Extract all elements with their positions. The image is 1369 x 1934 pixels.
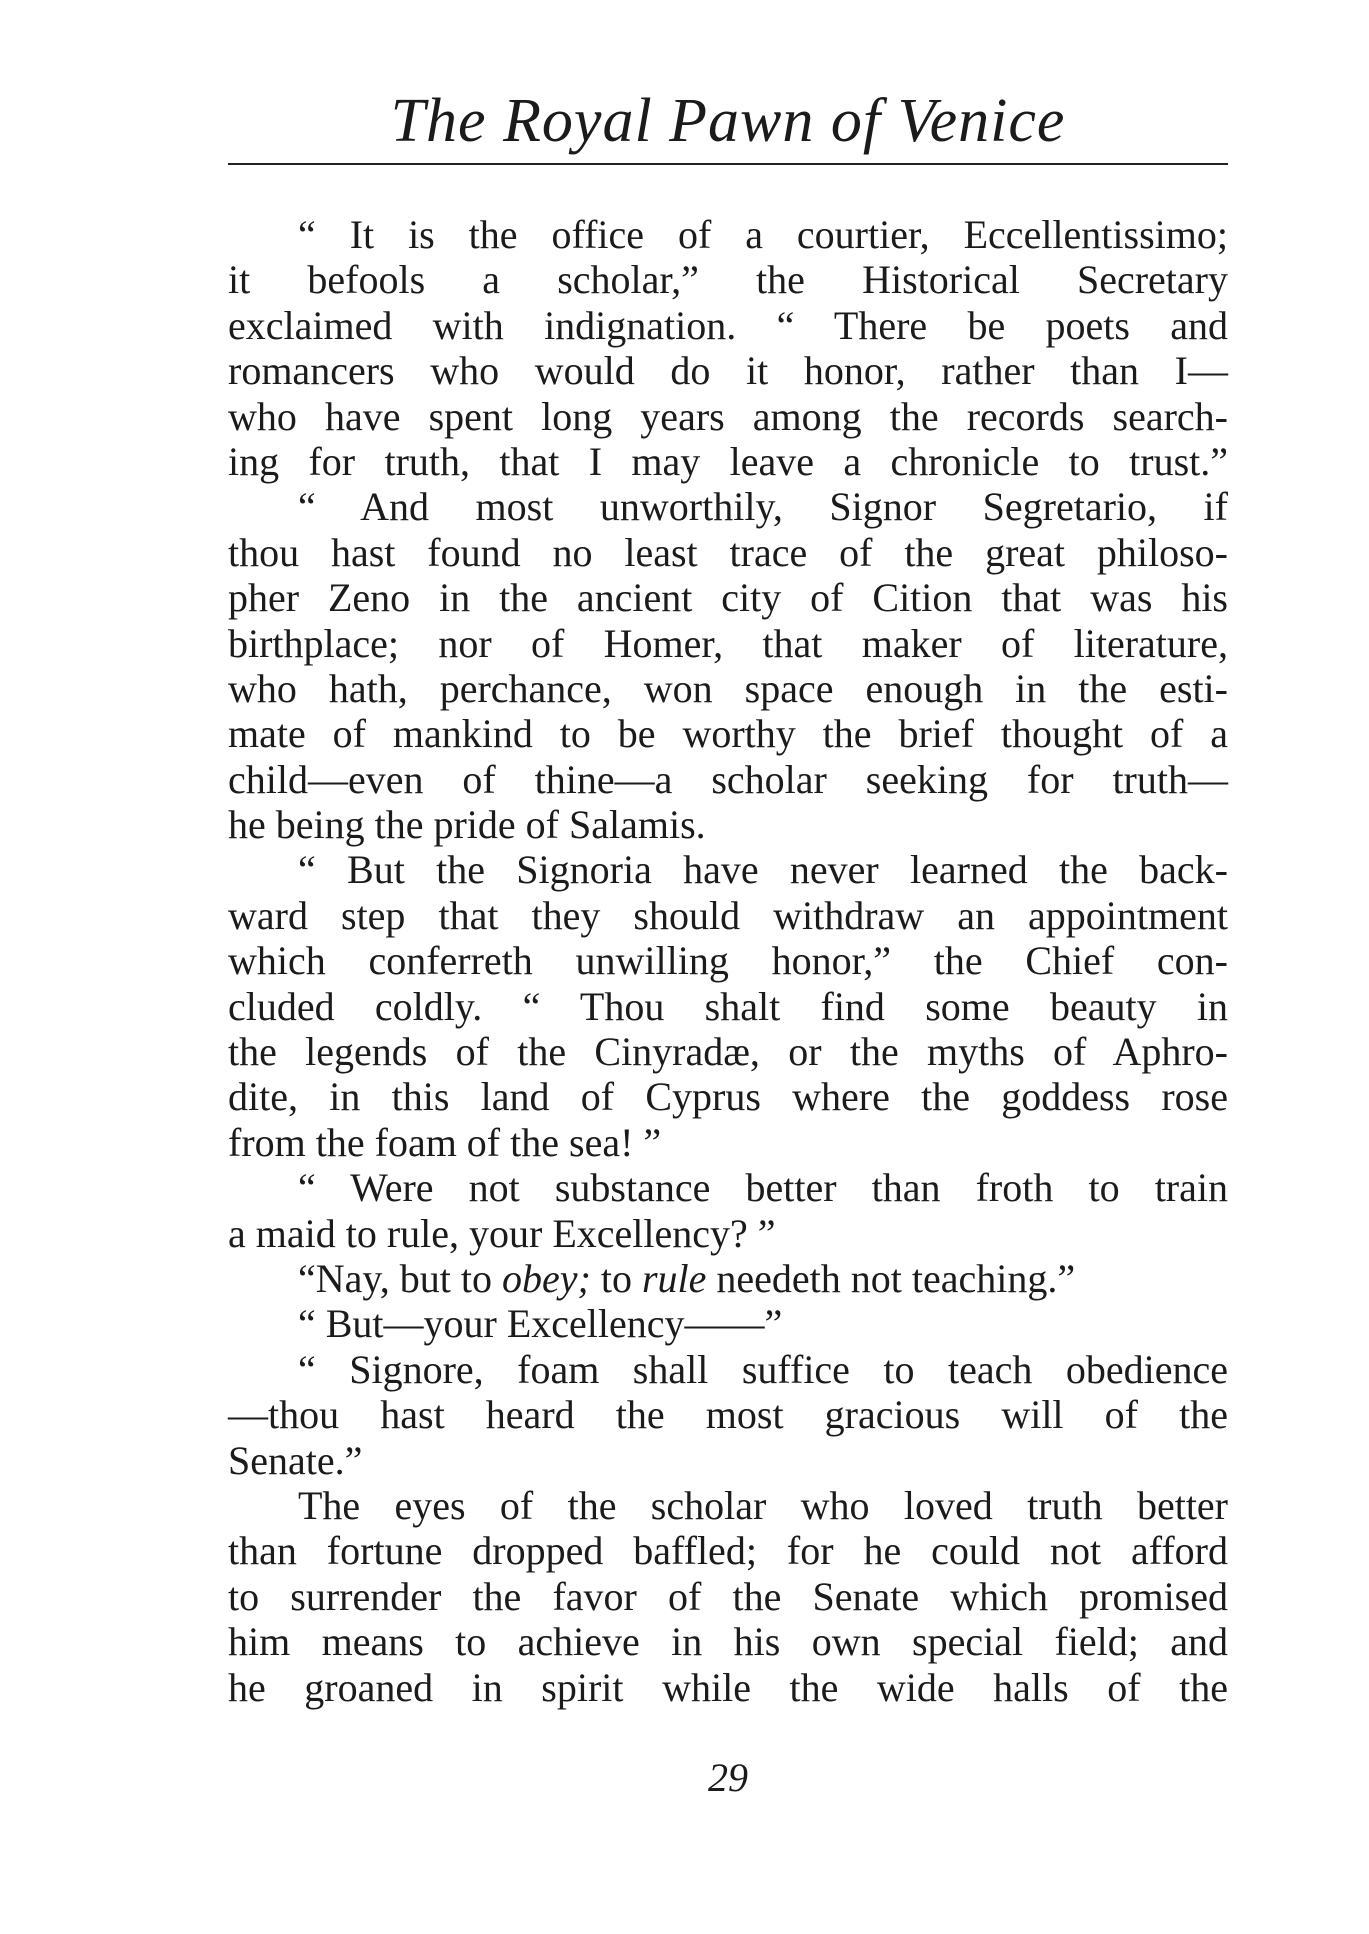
text-line: “ And most unworthily, Signor Segretario, if — [298, 484, 1228, 530]
emphasis-obey: obey; — [502, 1255, 591, 1301]
text-line: “ Were not substance better than froth to train — [298, 1165, 1228, 1211]
text-line: who hath, perchance, won space enough in the esti- — [228, 665, 1228, 711]
text-run: needeth not teaching.” — [706, 1255, 1076, 1301]
text-line: thou hast found no least trace of the great philoso- — [228, 529, 1228, 575]
header-rule — [228, 163, 1228, 165]
text-line: he being the pride of Salamis. — [228, 802, 706, 848]
text-line: ing for truth, that I may leave a chronicle to trust.” — [228, 438, 1228, 484]
text-line: “ But the Signoria have never learned the back- — [298, 847, 1228, 893]
text-line: “ Signore, foam shall suffice to teach obedience — [298, 1346, 1228, 1392]
text-line: —thou hast heard the most gracious will of the — [228, 1392, 1228, 1438]
text-line: Senate.” — [228, 1437, 363, 1483]
body-text — [228, 212, 1228, 1710]
text-line: exclaimed with indignation. “ There be poets and — [228, 302, 1228, 348]
text-line: “ It is the office of a courtier, Eccellentissimo; — [298, 212, 1228, 257]
page-number: 29 — [708, 1755, 748, 1800]
text-line: who have spent long years among the records search- — [228, 393, 1228, 439]
text-line: mate of mankind to be worthy the brief thought of a — [228, 711, 1228, 757]
text-line: from the foam of the sea! ” — [228, 1119, 662, 1165]
emphasis-rule: rule — [641, 1255, 707, 1301]
text-line: cluded coldly. “ Thou shalt find some beauty in — [228, 983, 1228, 1029]
text-line: “ But—your Excellency——” — [298, 1301, 783, 1347]
text-run: “Nay, but to — [298, 1255, 503, 1301]
running-head: The Royal Pawn of Venice — [390, 87, 1066, 155]
text-line: which conferreth unwilling honor,” the Chief con- — [228, 938, 1228, 984]
text-run: to — [590, 1255, 642, 1301]
text-line: pher Zeno in the ancient city of Cition that was his — [228, 575, 1228, 621]
text-line: dite, in this land of Cyprus where the goddess rose — [228, 1074, 1228, 1120]
text-line: child—even of thine—a scholar seeking for truth— — [228, 756, 1228, 802]
text-line: it befools a scholar,” the Historical Secretary — [228, 257, 1228, 303]
text-line: the legends of the Cinyradæ, or the myths of Aphro- — [228, 1029, 1228, 1075]
text-line: birthplace; nor of Homer, that maker of literature, — [228, 620, 1228, 666]
text-line: ward step that they should withdraw an appointment — [228, 892, 1228, 938]
text-line: romancers who would do it honor, rather than I— — [228, 348, 1228, 394]
text-line — [228, 1256, 1228, 1301]
text-line: than fortune dropped baffled; for he could not afford — [228, 1528, 1228, 1574]
text-line: to surrender the favor of the Senate which promised — [228, 1573, 1228, 1619]
text-line: he groaned in spirit while the wide halls of the — [228, 1664, 1228, 1710]
text-line: him means to achieve in his own special field; and — [228, 1619, 1228, 1665]
text-line: a maid to rule, your Excellency? ” — [228, 1210, 776, 1256]
text-line: The eyes of the scholar who loved truth better — [298, 1482, 1228, 1528]
